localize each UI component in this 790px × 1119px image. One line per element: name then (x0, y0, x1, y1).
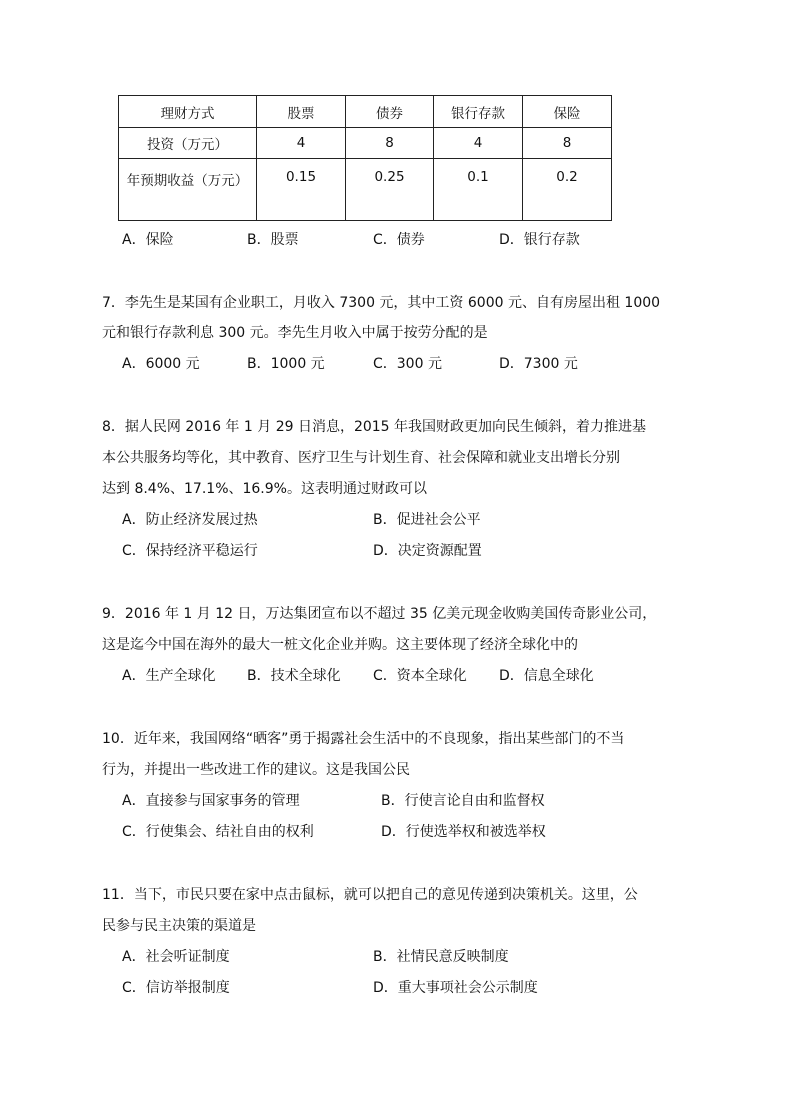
table-cell: 8 (523, 128, 612, 159)
q11-stem-line-2: 民参与民主决策的渠道是 (102, 918, 256, 934)
table-header-cell: 银行存款 (434, 96, 523, 128)
q11-stem-line-1: 11．当下，市民只要在家中点击鼠标，就可以把自己的意见传递到决策机关。这里，公 (102, 887, 638, 903)
table-cell: 0.25 (346, 159, 434, 221)
table-cell: 0.2 (523, 159, 612, 221)
q10-option-a: A．直接参与国家事务的管理 (122, 793, 300, 809)
q6-option-d: D．银行存款 (499, 232, 580, 248)
q10-stem-line-1: 10．近年来，我国网络“晒客”勇于揭露社会生活中的不良现象，指出某些部门的不当 (102, 731, 625, 747)
q6-option-b: B．股票 (247, 232, 299, 248)
table-header-cell: 股票 (257, 96, 346, 128)
q8-option-b: B．促进社会公平 (373, 512, 481, 528)
table-row (119, 159, 612, 221)
q8-stem-line-3: 达到 8.4%、17.1%、16.9%。这表明通过财政可以 (102, 481, 427, 497)
q7-option-b: B．1000 元 (247, 356, 325, 372)
q11-option-d: D．重大事项社会公示制度 (373, 980, 538, 996)
q10-stem-line-2: 行为，并提出一些改进工作的建议。这是我国公民 (102, 762, 410, 778)
table-cell: 投资（万元） (119, 128, 257, 159)
q8-option-a: A．防止经济发展过热 (122, 512, 258, 528)
q9-option-b: B．技术全球化 (247, 668, 341, 684)
q6-option-a: A．保险 (122, 232, 174, 248)
q7-option-c: C．300 元 (373, 356, 442, 372)
table-row (119, 128, 612, 159)
table-cell: 4 (257, 128, 346, 159)
q9-stem-line-2: 这是迄今中国在海外的最大一桩文化企业并购。这主要体现了经济全球化中的 (102, 637, 578, 653)
q7-stem-line-2: 元和银行存款利息 300 元。李先生月收入中属于按劳分配的是 (102, 325, 488, 341)
table-cell: 4 (434, 128, 523, 159)
q10-option-d: D．行使选举权和被选举权 (381, 824, 546, 840)
table-header-cell: 债券 (346, 96, 434, 128)
table-cell: 0.1 (434, 159, 523, 221)
q11-option-a: A．社会听证制度 (122, 949, 230, 965)
q9-option-d: D．信息全球化 (499, 668, 594, 684)
q9-option-c: C．资本全球化 (373, 668, 467, 684)
q7-option-a: A．6000 元 (122, 356, 200, 372)
table-header-row (119, 96, 612, 128)
investment-table (118, 95, 612, 221)
q11-option-b: B．社情民意反映制度 (373, 949, 509, 965)
table-header-cell: 保险 (523, 96, 612, 128)
q6-option-c: C．债券 (373, 232, 425, 248)
q9-option-a: A．生产全球化 (122, 668, 216, 684)
q10-option-b: B．行使言论自由和监督权 (381, 793, 545, 809)
q8-stem-line-1: 8．据人民网 2016 年 1 月 29 日消息，2015 年我国财政更加向民生倾斜，着力推进基 (102, 419, 647, 435)
q8-option-c: C．保持经济平稳运行 (122, 543, 258, 559)
q11-option-c: C．信访举报制度 (122, 980, 230, 996)
q9-stem-line-1: 9．2016 年 1 月 12 日，万达集团宣布以不超过 35 亿美元现金收购美国传奇影业公司， (102, 606, 657, 622)
table-cell: 0.15 (257, 159, 346, 221)
table-cell: 8 (346, 128, 434, 159)
q8-stem-line-2: 本公共服务均等化，其中教育、医疗卫生与计划生育、社会保障和就业支出增长分别 (102, 450, 620, 466)
q8-option-d: D．决定资源配置 (373, 543, 482, 559)
table-cell: 年预期收益（万元） (119, 159, 257, 221)
q7-stem-line-1: 7．李先生是某国有企业职工，月收入 7300 元，其中工资 6000 元、自有房屋出租 1000 (102, 295, 661, 311)
table-header-cell: 理财方式 (119, 96, 257, 128)
q10-option-c: C．行使集会、结社自由的权利 (122, 824, 314, 840)
q7-option-d: D．7300 元 (499, 356, 578, 372)
